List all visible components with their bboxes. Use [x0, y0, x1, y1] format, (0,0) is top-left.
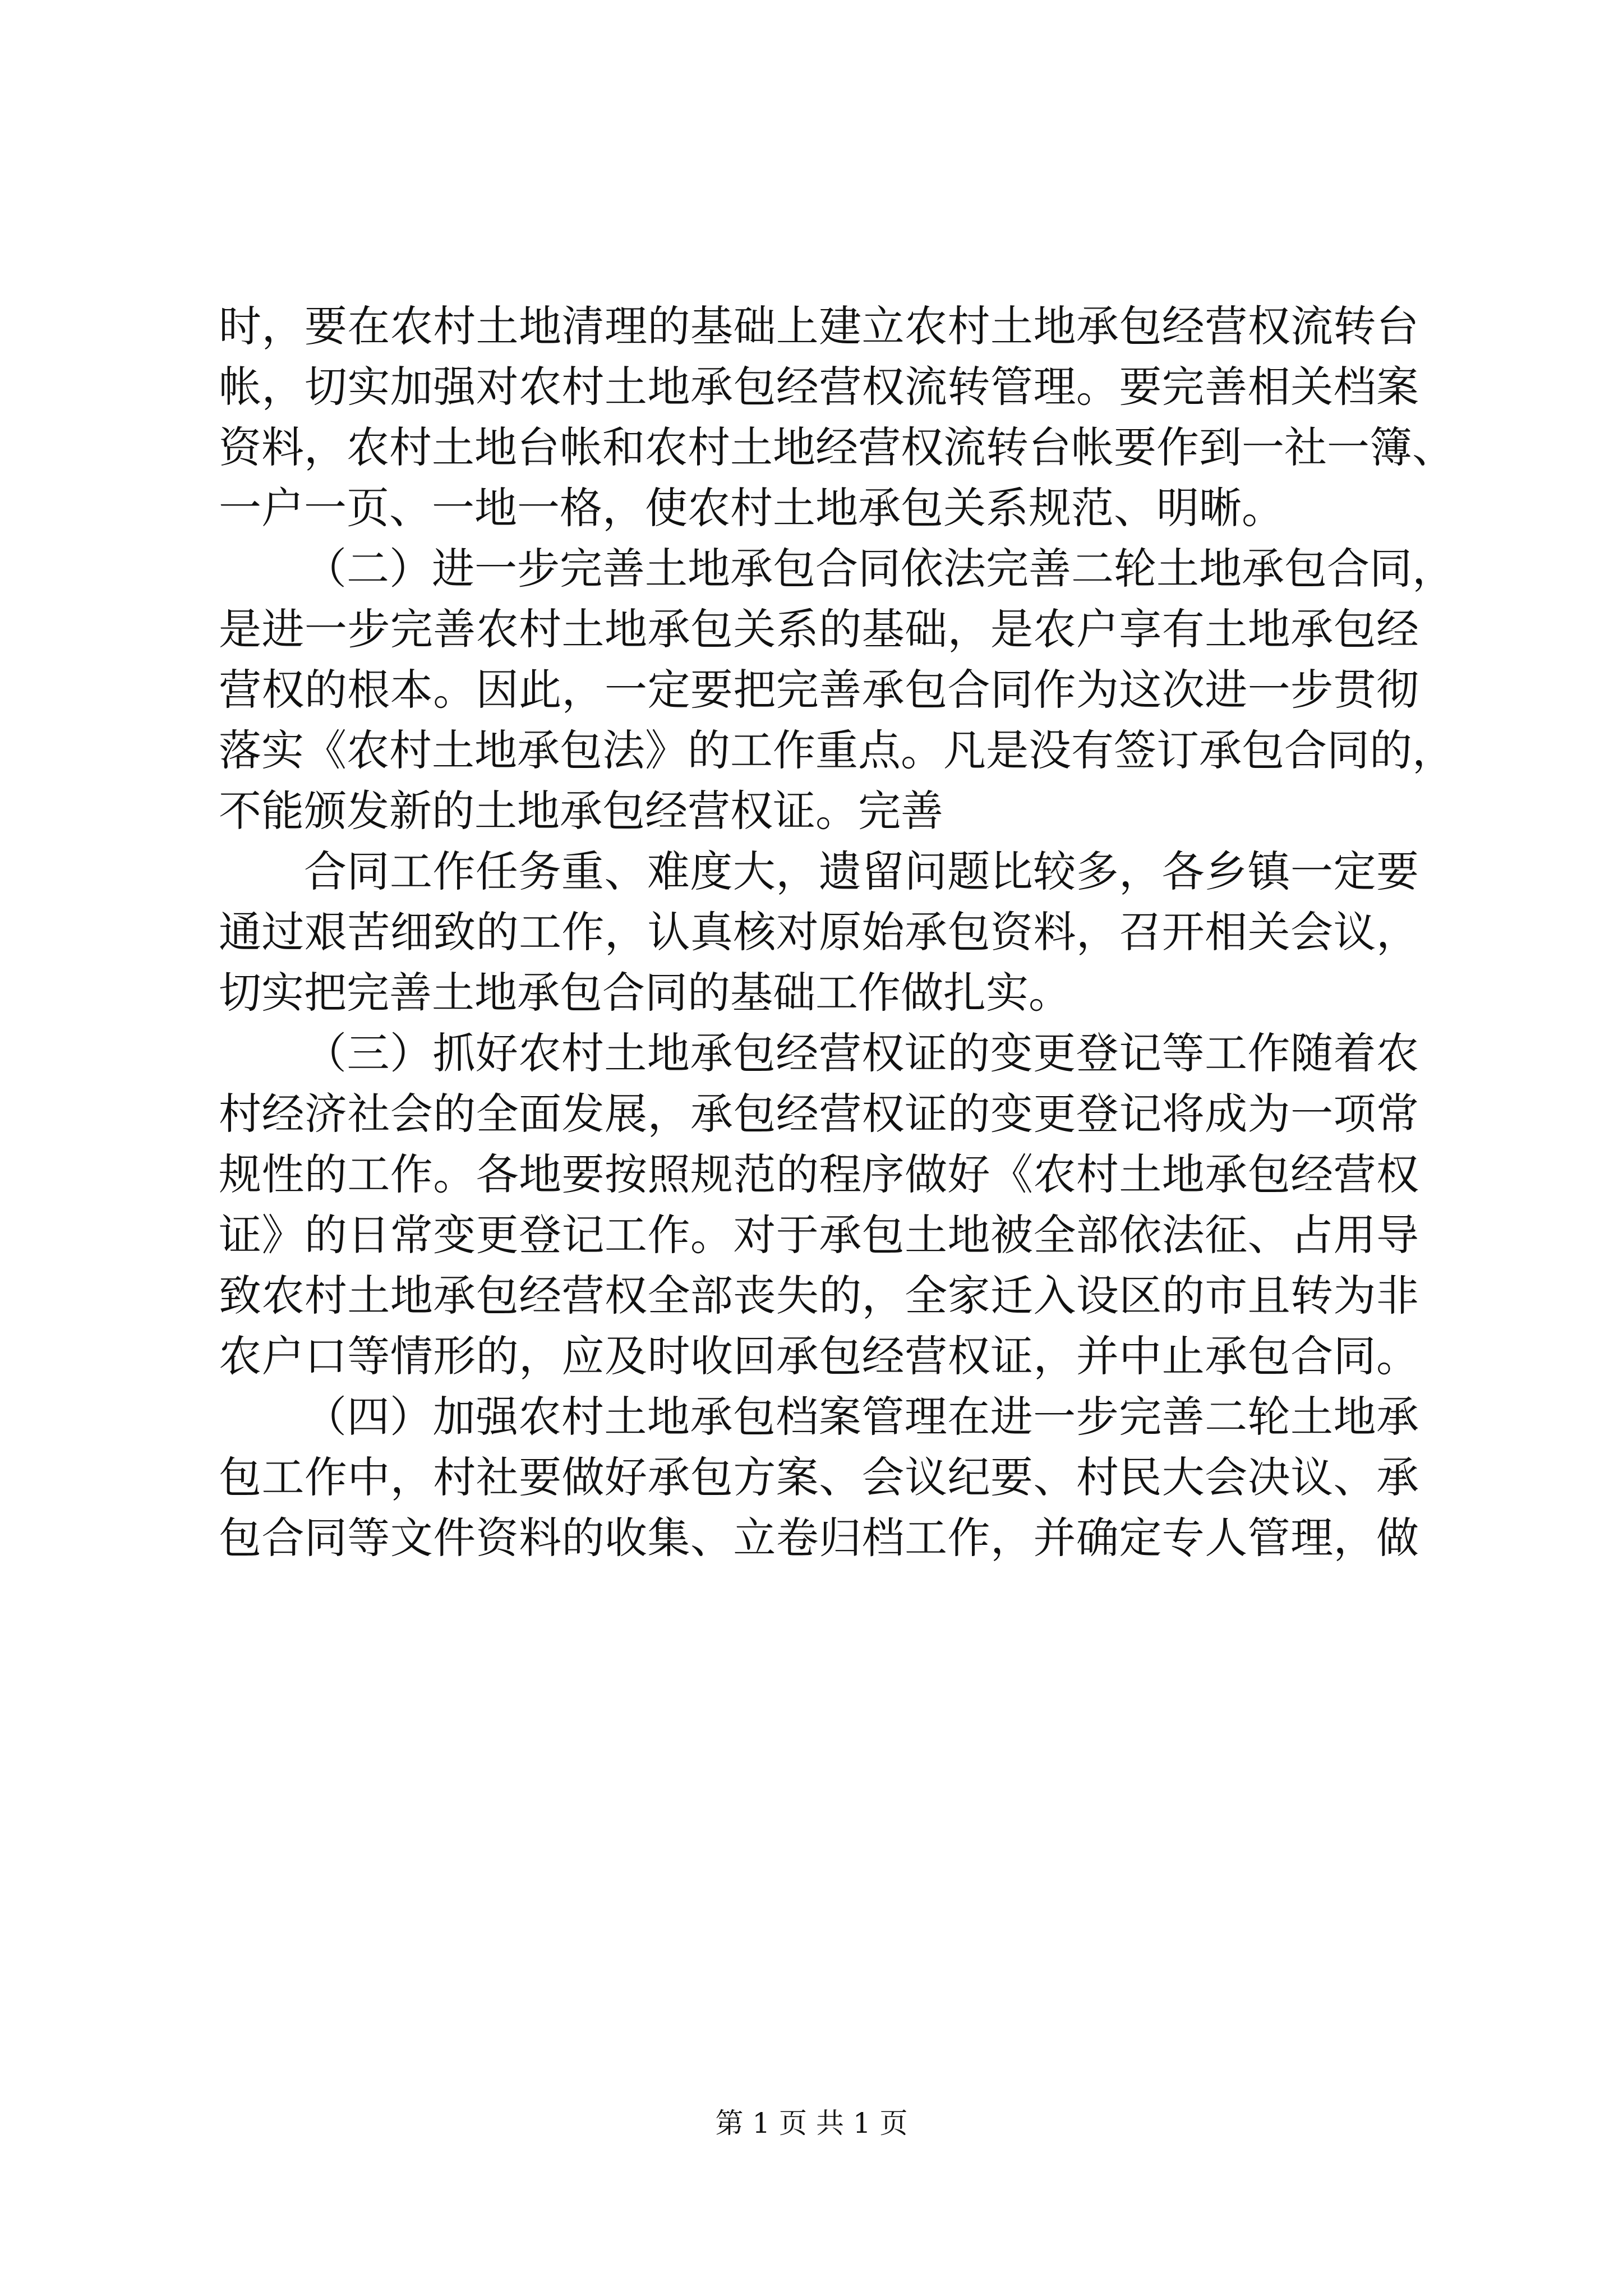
text-line: 致农村土地承包经营权全部丧失的，全家迁入设区的市且转为非	[219, 1271, 1419, 1320]
text-line: 营权的根本。因此，一定要把完善承包合同作为这次进一步贯彻	[219, 665, 1419, 715]
text-line: 时，要在农村土地清理的基础上建立农村土地承包经营权流转台	[219, 301, 1419, 351]
text-line: 包工作中，村社要做好承包方案、会议纪要、村民大会决议、承	[219, 1452, 1419, 1502]
text-line: 规性的工作。各地要按照规范的程序做好《农村土地承包经营权	[219, 1149, 1419, 1199]
text-line: 落实《农村土地承包法》的工作重点。凡是没有签订承包合同的，	[219, 725, 1455, 775]
text-line: 一户一页、一地一格，使农村土地承包关系规范、明晰。	[219, 483, 1284, 533]
paragraph-first-line: （二）进一步完善土地承包合同依法完善二轮土地承包合同，	[304, 544, 1455, 593]
document-body	[219, 296, 1455, 1568]
text-line: 通过艰苦细致的工作，认真核对原始承包资料，召开相关会议，	[219, 907, 1419, 957]
text-line: 帐，切实加强对农村土地承包经营权流转管理。要完善相关档案	[219, 362, 1419, 412]
text-line: 切实把完善土地承包合同的基础工作做扎实。	[219, 968, 1071, 1018]
text-line: 资料，农村土地台帐和农村土地经营权流转台帐要作到一社一簿、	[219, 422, 1455, 472]
paragraph-first-line: （三）抓好农村土地承包经营权证的变更登记等工作随着农	[304, 1028, 1419, 1078]
paragraph-first-line: 合同工作任务重、难度大，遗留问题比较多，各乡镇一定要	[304, 846, 1419, 896]
text-line: 村经济社会的全面发展，承包经营权证的变更登记将成为一项常	[219, 1089, 1419, 1139]
page-footer: 第 1 页 共 1 页	[715, 2107, 908, 2139]
text-line: 证》的日常变更登记工作。对于承包土地被全部依法征、占用导	[219, 1210, 1419, 1260]
paragraph-first-line: （四）加强农村土地承包档案管理在进一步完善二轮土地承	[304, 1392, 1419, 1442]
text-line: 不能颁发新的土地承包经营权证。完善	[219, 786, 943, 836]
text-line: 农户口等情形的，应及时收回承包经营权证，并中止承包合同。	[219, 1331, 1419, 1381]
text-line: 包合同等文件资料的收集、立卷归档工作，并确定专人管理，做	[219, 1513, 1419, 1563]
text-line: 是进一步完善农村土地承包关系的基础，是农户享有土地承包经	[219, 604, 1419, 654]
